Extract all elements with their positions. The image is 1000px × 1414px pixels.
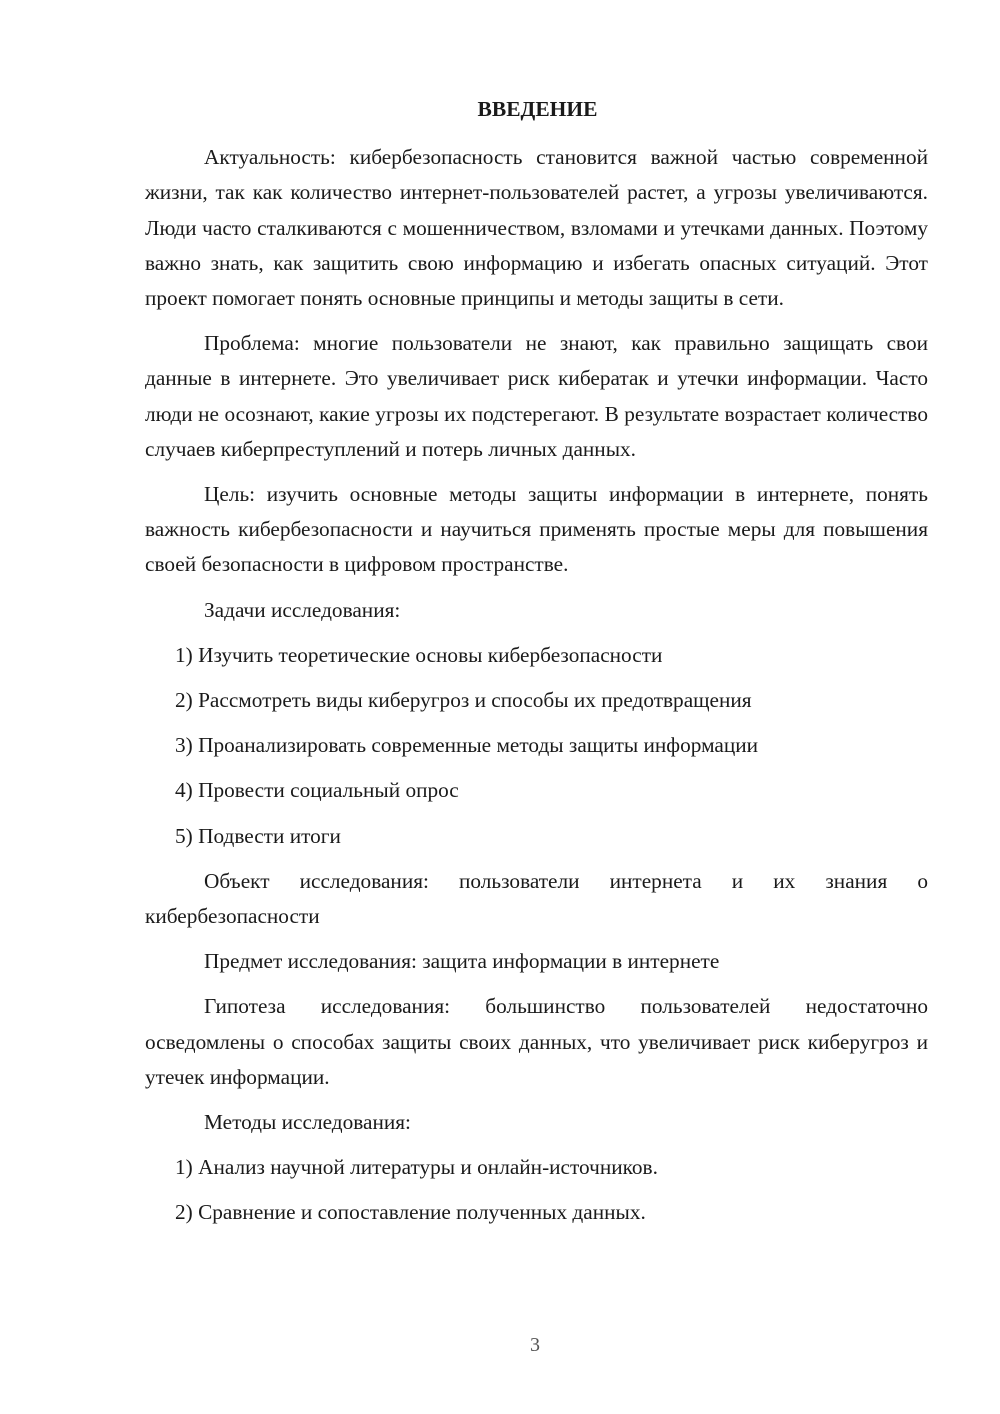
section-title: ВВЕДЕНИЕ	[477, 97, 598, 121]
document-body	[145, 92, 928, 1241]
paragraph-subject: Предмет исследования: защита информации в интернете	[204, 949, 720, 974]
task-item: 4) Провести социальный опрос	[175, 778, 459, 803]
tasks-heading: Задачи исследования:	[204, 597, 401, 622]
paragraph-problem: Проблема: многие пользователи не знают, как правильно защищать свои данные в интернете. Это увеличивает риск кибератак и утечки информации. Часто люди не осознают, какие угрозы их подстерегают. В результате возрастает количество случаев киберпреступлений и потерь личных данных.	[145, 331, 928, 461]
paragraph-hypothesis: Гипотеза исследования: большинство пользователей недостаточно осведомлены о способах защиты своих данных, что увеличивает риск киберугроз и утечек информации.	[145, 994, 928, 1089]
tasks-list	[145, 638, 928, 854]
methods-heading: Методы исследования:	[204, 1110, 411, 1135]
paragraph-object: Объект исследования: пользователи интернета и их знания о кибербезопасности	[145, 868, 928, 929]
task-item: 1) Изучить теоретические основы кибербезопасности	[175, 642, 663, 667]
paragraph-goal: Цель: изучить основные методы защиты информации в интернете, понять важность кибербезопасности и научиться применять простые меры для повышения своей безопасности в цифровом пространстве.	[145, 482, 928, 577]
methods-list	[145, 1150, 928, 1230]
task-item: 2) Рассмотреть виды киберугроз и способы их предотвращения	[175, 688, 752, 713]
method-item: 1) Анализ научной литературы и онлайн-источников.	[175, 1155, 658, 1180]
paragraph-relevance: Актуальность: кибербезопасность становится важной частью современной жизни, так как количество интернет-пользователей растет, а угрозы увеличиваются. Люди часто сталкиваются с мошенничеством, взломами и утечками данных. Поэтому важно знать, как защитить свою информацию и избегать опасных ситуаций. Этот проект помогает понять основные принципы и методы защиты в сети.	[145, 145, 928, 311]
method-item: 2) Сравнение и сопоставление полученных данных.	[175, 1200, 646, 1225]
task-item: 5) Подвести итоги	[175, 823, 341, 848]
page-number: 3	[530, 1334, 540, 1356]
task-item: 3) Проанализировать современные методы защиты информации	[175, 733, 759, 758]
